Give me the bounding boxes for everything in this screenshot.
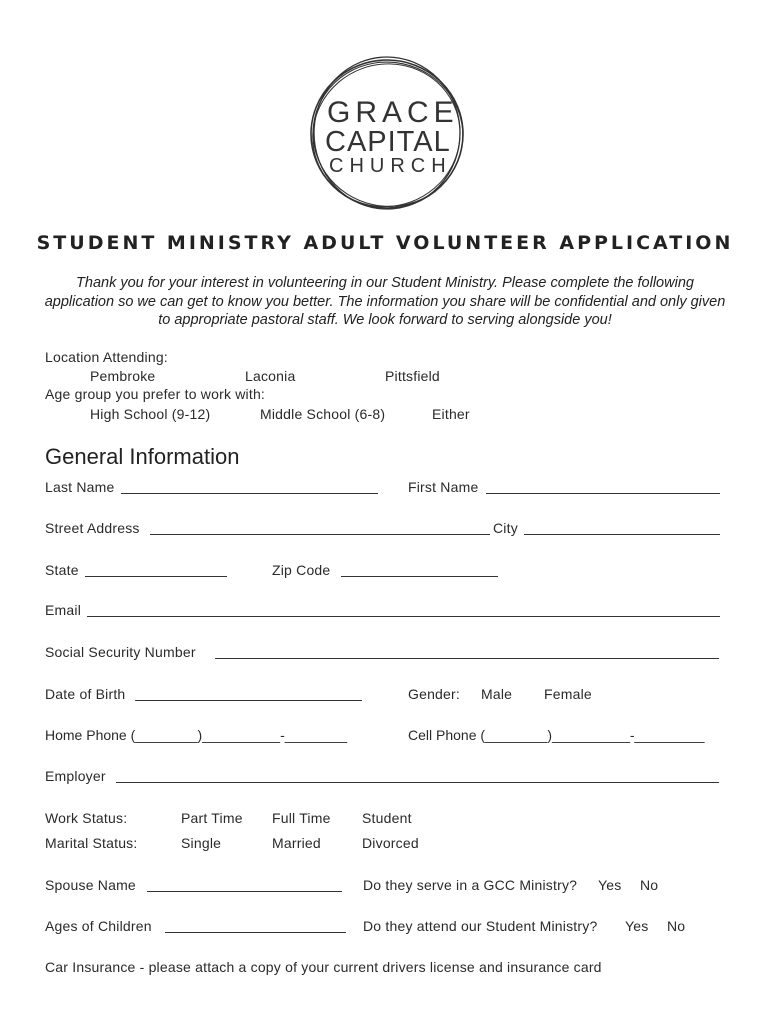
city-label: City <box>493 520 518 536</box>
employer-label: Employer <box>45 768 106 784</box>
marital-option-married[interactable]: Married <box>272 835 321 851</box>
children-attend-question: Do they attend our Student Ministry? <box>363 918 598 934</box>
children-attend-yes[interactable]: Yes <box>625 918 649 934</box>
email-field[interactable] <box>87 616 720 617</box>
children-attend-no[interactable]: No <box>667 918 686 934</box>
spouse-serve-question: Do they serve in a GCC Ministry? <box>363 877 578 893</box>
street-address-field[interactable] <box>150 534 490 535</box>
cell-phone-field[interactable]: Cell Phone (________)__________-_________ <box>408 727 705 743</box>
location-option-pembroke[interactable]: Pembroke <box>90 368 156 384</box>
ssn-label: Social Security Number <box>45 644 196 660</box>
state-label: State <box>45 562 79 578</box>
dob-label: Date of Birth <box>45 686 126 702</box>
first-name-label: First Name <box>408 479 479 495</box>
email-label: Email <box>45 602 82 618</box>
work-option-part-time[interactable]: Part Time <box>181 810 243 826</box>
spouse-name-field[interactable] <box>147 891 342 892</box>
last-name-field[interactable] <box>121 493 378 494</box>
logo-line-grace: GRACE <box>327 96 459 129</box>
home-phone-field[interactable]: Home Phone (________)__________-________ <box>45 727 348 743</box>
car-insurance-note: Car Insurance - please attach a copy of your current drivers license and insurance card <box>45 959 602 975</box>
intro-text: Thank you for your interest in volunteering in our Student Ministry. Please complete the following application so we can get to know you better. The information you share will be confidential and only given to appropriate pastoral staff. We look forward to serving alongside you! <box>44 275 726 328</box>
work-option-student[interactable]: Student <box>362 810 412 826</box>
gender-label: Gender: <box>408 686 460 702</box>
logo-line-church: CHURCH <box>329 155 452 177</box>
location-option-laconia[interactable]: Laconia <box>245 368 296 384</box>
city-field[interactable] <box>524 534 720 535</box>
logo-line-capital: CAPITAL <box>325 126 451 158</box>
employer-field[interactable] <box>116 782 719 783</box>
marital-status-label: Marital Status: <box>45 835 138 851</box>
age-option-either[interactable]: Either <box>432 406 470 422</box>
work-option-full-time[interactable]: Full Time <box>272 810 331 826</box>
church-logo <box>305 52 469 216</box>
location-label: Location Attending: <box>45 349 168 365</box>
last-name-label: Last Name <box>45 479 115 495</box>
spouse-serve-no[interactable]: No <box>640 877 659 893</box>
section-title-general-info: General Information <box>45 444 240 469</box>
spouse-name-label: Spouse Name <box>45 877 136 893</box>
location-option-pittsfield[interactable]: Pittsfield <box>385 368 440 384</box>
first-name-field[interactable] <box>486 493 720 494</box>
spouse-serve-yes[interactable]: Yes <box>598 877 622 893</box>
gender-option-female[interactable]: Female <box>544 686 592 702</box>
gender-option-male[interactable]: Male <box>481 686 513 702</box>
ssn-field[interactable] <box>215 658 719 659</box>
street-address-label: Street Address <box>45 520 140 536</box>
children-ages-field[interactable] <box>165 932 346 933</box>
marital-option-single[interactable]: Single <box>181 835 222 851</box>
zip-code-field[interactable] <box>341 576 498 577</box>
age-option-high-school[interactable]: High School (9-12) <box>90 406 211 422</box>
age-group-label: Age group you prefer to work with: <box>45 386 266 402</box>
zip-code-label: Zip Code <box>272 562 331 578</box>
work-status-label: Work Status: <box>45 810 128 826</box>
dob-field[interactable] <box>135 700 362 701</box>
children-ages-label: Ages of Children <box>45 918 152 934</box>
marital-option-divorced[interactable]: Divorced <box>362 835 419 851</box>
page-title: STUDENT MINISTRY ADULT VOLUNTEER APPLICATION <box>36 232 734 254</box>
age-option-middle-school[interactable]: Middle School (6-8) <box>260 406 386 422</box>
state-field[interactable] <box>85 576 227 577</box>
